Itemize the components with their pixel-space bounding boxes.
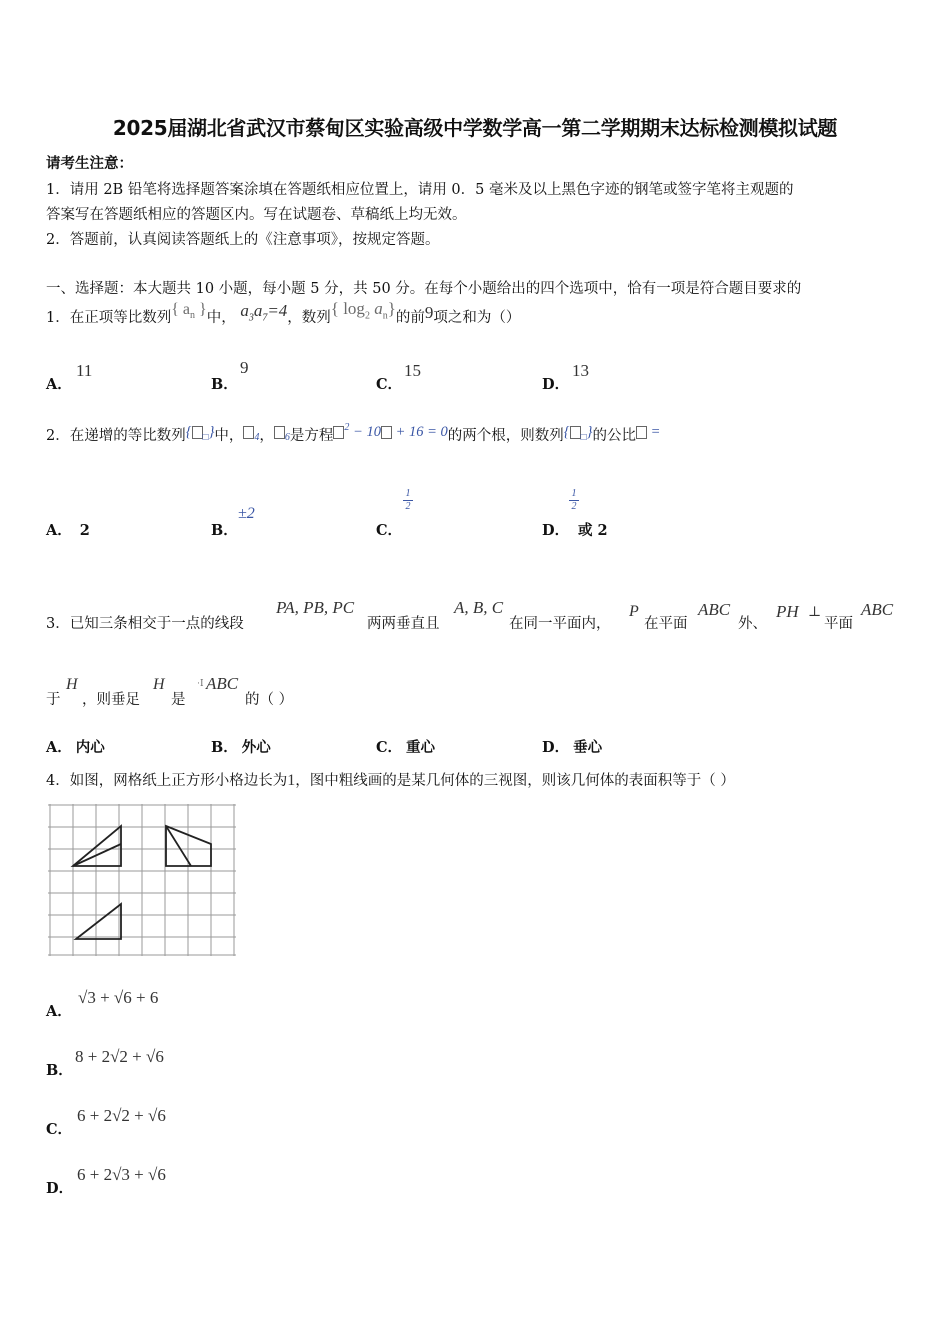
q1-option-b-value: 9: [240, 358, 249, 377]
q4-option-d-value: 6 + 2√3 + √6: [77, 1165, 166, 1184]
q3-option-b[interactable]: B． 外心: [211, 739, 271, 756]
q3-line-1-c: 在同一平面内，: [509, 616, 611, 632]
q3-line-2-a: 于: [46, 692, 61, 708]
q3-h-2: H: [153, 676, 165, 693]
q1-option-d-label[interactable]: D．: [542, 376, 570, 393]
q3-option-c[interactable]: C． 重心: [376, 739, 436, 756]
q2-seq: { $_□$}: [185, 424, 215, 443]
notice-item-1-line-1: 1．请用 2B 铅笔将选择题答案涂填在答题纸相应位置上，请用 0．5 毫米及以上黑色字迹的钢笔或签字笔将主观题的: [46, 182, 794, 198]
q3-option-a[interactable]: A． 内心: [46, 739, 105, 756]
q2-a4: 4: [243, 424, 259, 440]
q1-nine: 9: [424, 303, 434, 322]
q4-option-a-label[interactable]: A．: [46, 1003, 72, 1020]
q1-option-c-value: 15: [404, 361, 421, 380]
missing-glyph-icon: [570, 426, 581, 439]
q2-seq-2: { $_□$}: [563, 424, 593, 443]
q4-option-d-label[interactable]: D．: [46, 1180, 74, 1197]
q4-option-c-label[interactable]: C．: [46, 1121, 73, 1138]
q3-line-2-b: ，则垂足: [82, 692, 140, 708]
three-view-grid-figure: [46, 802, 240, 958]
q3-line-2-c: 是: [171, 692, 186, 708]
q2-equation: $^2$ − 10 + 16 = 0: [333, 424, 447, 440]
q2-option-c-fraction: 1 2: [403, 488, 413, 513]
missing-glyph-icon: [243, 426, 254, 439]
q2-option-d-fraction: 1 2: [569, 488, 579, 513]
page-title: 2025届湖北省武汉市蔡甸区实验高级中学数学高一第二学期期末达标检测模拟试题: [112, 116, 838, 140]
q1-option-c-label[interactable]: C．: [376, 376, 403, 393]
q3-plane-abc-1: ABC: [698, 600, 731, 619]
q3-line-1-a: 3．已知三条相交于一点的线段: [46, 616, 244, 632]
question-1: 1．在正项等比数列{ $a_n$ }中， $a_3a_7=4$，数列{ $\log_2 a_n$}的前9项之和为（）: [46, 299, 521, 326]
q3-option-d[interactable]: D． 垂心: [542, 739, 603, 756]
q3-triangle-mark: ·Ⅰ: [197, 678, 204, 688]
q3-point-p: P: [629, 603, 639, 620]
q2-a6: 6: [274, 424, 290, 440]
q3-line-1-d: 在平面: [644, 616, 688, 632]
front-view-inner-line: [73, 844, 121, 866]
q3-perp: ⊥: [808, 605, 822, 620]
q3-line-2-d: 的（ ）: [245, 692, 294, 708]
q3-segments: PA, PB, PC: [276, 598, 355, 617]
q3-line-1-f: 平面: [824, 616, 853, 632]
notice-heading: 请考生注意：: [46, 155, 133, 172]
q3-ph: PH: [776, 602, 799, 621]
q4-option-a-value: √3 + √6 + 6: [78, 988, 159, 1007]
missing-glyph-icon: [333, 426, 344, 439]
q2-option-c-label[interactable]: C．: [376, 522, 403, 539]
q2-option-b-value: ±2: [238, 505, 255, 522]
q2-option-d-label[interactable]: D．: [542, 522, 570, 539]
q2-option-b-label[interactable]: B．: [211, 522, 238, 539]
q3-plane-abc-2: ABC: [861, 600, 894, 619]
notice-item-2: 2．答题前，认真阅读答题纸上的《注意事项》，按规定答题。: [46, 232, 440, 248]
q3-triangle-abc: ABC: [206, 674, 239, 693]
q3-h-1: H: [66, 676, 78, 693]
q1-option-a-label[interactable]: A．: [46, 376, 72, 393]
q1-condition: $a_3a_7=4$: [240, 301, 288, 324]
section-heading: 一、选择题：本大题共 10 小题，每小题 5 分，共 50 分。在每个小题给出的四个选项中，恰有一项是符合题目要求的: [46, 281, 802, 297]
grid-lines: [48, 804, 236, 956]
notice-item-1-line-2: 答案写在答题纸相应的答题区内。写在试题卷、草稿纸上均无效。: [46, 207, 467, 223]
q1-option-b-label[interactable]: B．: [211, 376, 238, 393]
question-4: 4．如图，网格纸上正方形小格边长为1，图中粗线画的是某几何体的三视图，则该几何体的表面积等于（ ）: [46, 772, 735, 789]
q3-points: A, B, C: [454, 598, 504, 617]
q1-option-a-value: 11: [76, 361, 93, 380]
q3-line-1-b: 两两垂直且: [367, 616, 440, 632]
q4-option-b-value: 8 + 2√2 + √6: [75, 1047, 164, 1066]
missing-glyph-icon: [636, 426, 647, 439]
q1-log-seq: { $\log_2 a_n$}: [330, 299, 396, 322]
q4-option-c-value: 6 + 2√2 + √6: [77, 1106, 166, 1125]
missing-glyph-icon: [192, 426, 203, 439]
question-2: 2．在递增的等比数列{ $_□$}中， $_4$， $_6$是方程$^2$ − 10 + 16 = 0的两个根，则数列{ $_□$}的公比 =: [46, 422, 661, 444]
q4-option-b-label[interactable]: B．: [46, 1062, 73, 1079]
top-view-outline: [76, 904, 121, 939]
q3-line-1-e: 外、: [738, 616, 767, 632]
q2-option-a[interactable]: A． 2: [46, 522, 90, 539]
front-view-outline: [73, 826, 121, 866]
missing-glyph-icon: [381, 426, 392, 439]
q1-stem-start: 1．在正项等比数列: [46, 310, 172, 326]
q1-option-d-value: 13: [572, 361, 589, 380]
q1-seq-an: { $a_n$ }: [171, 301, 207, 322]
side-view-inner-line: [166, 826, 191, 866]
q2-option-d-value: 或 2: [578, 522, 608, 539]
q2-ratio: =: [636, 424, 660, 440]
missing-glyph-icon: [274, 426, 285, 439]
